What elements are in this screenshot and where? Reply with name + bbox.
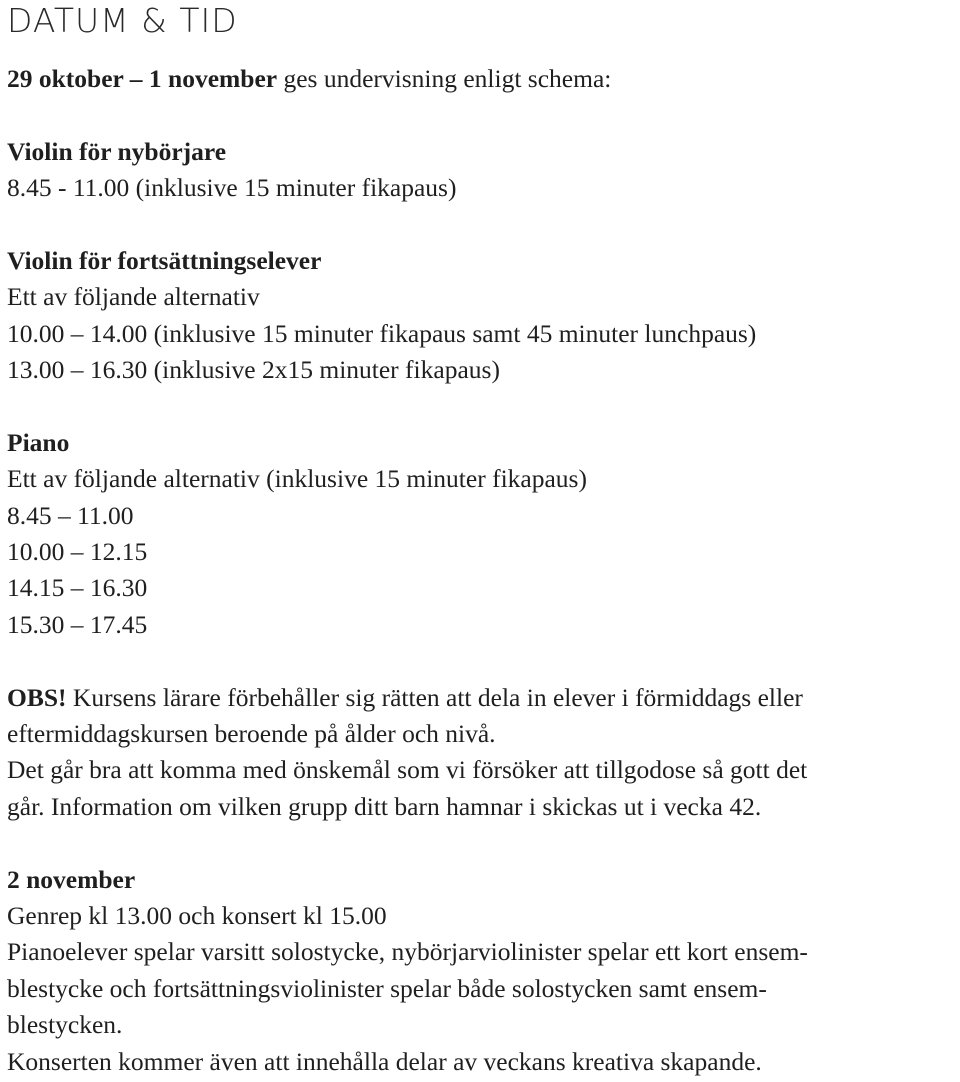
violin-continuing-subtitle: Ett av följande alternativ	[7, 282, 260, 312]
note-line	[7, 680, 957, 716]
piano-slot: 15.30 – 17.45	[7, 609, 148, 639]
piano-slot: 8.45 – 11.00	[7, 500, 134, 530]
note-label: OBS!	[7, 682, 67, 712]
section-heading: DATUM & TID	[7, 1, 238, 40]
concert-text-line: blestycken.	[7, 1010, 123, 1040]
concert-schedule: Genrep kl 13.00 och konsert kl 15.00	[7, 900, 387, 930]
intro-date-range: 29 oktober – 1 november	[7, 64, 278, 93]
intro-text: ges undervisning enligt schema:	[277, 64, 612, 93]
violin-continuing-option: 13.00 – 16.30 (inklusive 2x15 minuter fikapaus)	[7, 355, 500, 385]
note-line: eftermiddagskursen beroende på ålder och nivå.	[7, 719, 496, 749]
spacer	[7, 207, 957, 243]
violin-continuing-option: 10.00 – 14.00 (inklusive 15 minuter fikapaus samt 45 minuter lunchpaus)	[7, 318, 757, 348]
concert-text-line: Konserten kommer även att innehålla delar av veckans kreativa skapande.	[7, 1046, 762, 1076]
note-line: går. Information om vilken grupp ditt barn hamnar i skickas ut i vecka 42.	[7, 791, 762, 821]
intro-line	[7, 61, 957, 97]
piano-slot: 14.15 – 16.30	[7, 573, 148, 603]
note-text: Kursens lärare förbehåller sig rätten att dela in elever i förmiddags eller	[66, 682, 803, 712]
violin-continuing-title: Violin för fortsättningselever	[7, 245, 322, 275]
violin-beginner-title: Violin för nybörjare	[7, 136, 227, 166]
note-line: Det går bra att komma med önskemål som vi försöker att tillgodose så gott det	[7, 755, 808, 785]
document-page	[7, 0, 957, 1080]
concert-date: 2 november	[7, 864, 136, 894]
concert-text-line: blestycke och fortsättningsviolinister spelar både solostycken samt ensem-	[7, 973, 767, 1003]
spacer	[7, 643, 957, 679]
concert-text-line: Pianoelever spelar varsitt solostycke, nybörjarviolinister spelar ett kort ensem-	[7, 937, 808, 967]
piano-title: Piano	[7, 427, 70, 457]
violin-beginner-time: 8.45 - 11.00 (inklusive 15 minuter fikapaus)	[7, 173, 457, 203]
piano-subtitle: Ett av följande alternativ (inklusive 15 minuter fikapaus)	[7, 464, 587, 494]
piano-slot: 10.00 – 12.15	[7, 537, 148, 567]
spacer	[7, 825, 957, 861]
spacer	[7, 389, 957, 425]
spacer	[7, 97, 957, 133]
